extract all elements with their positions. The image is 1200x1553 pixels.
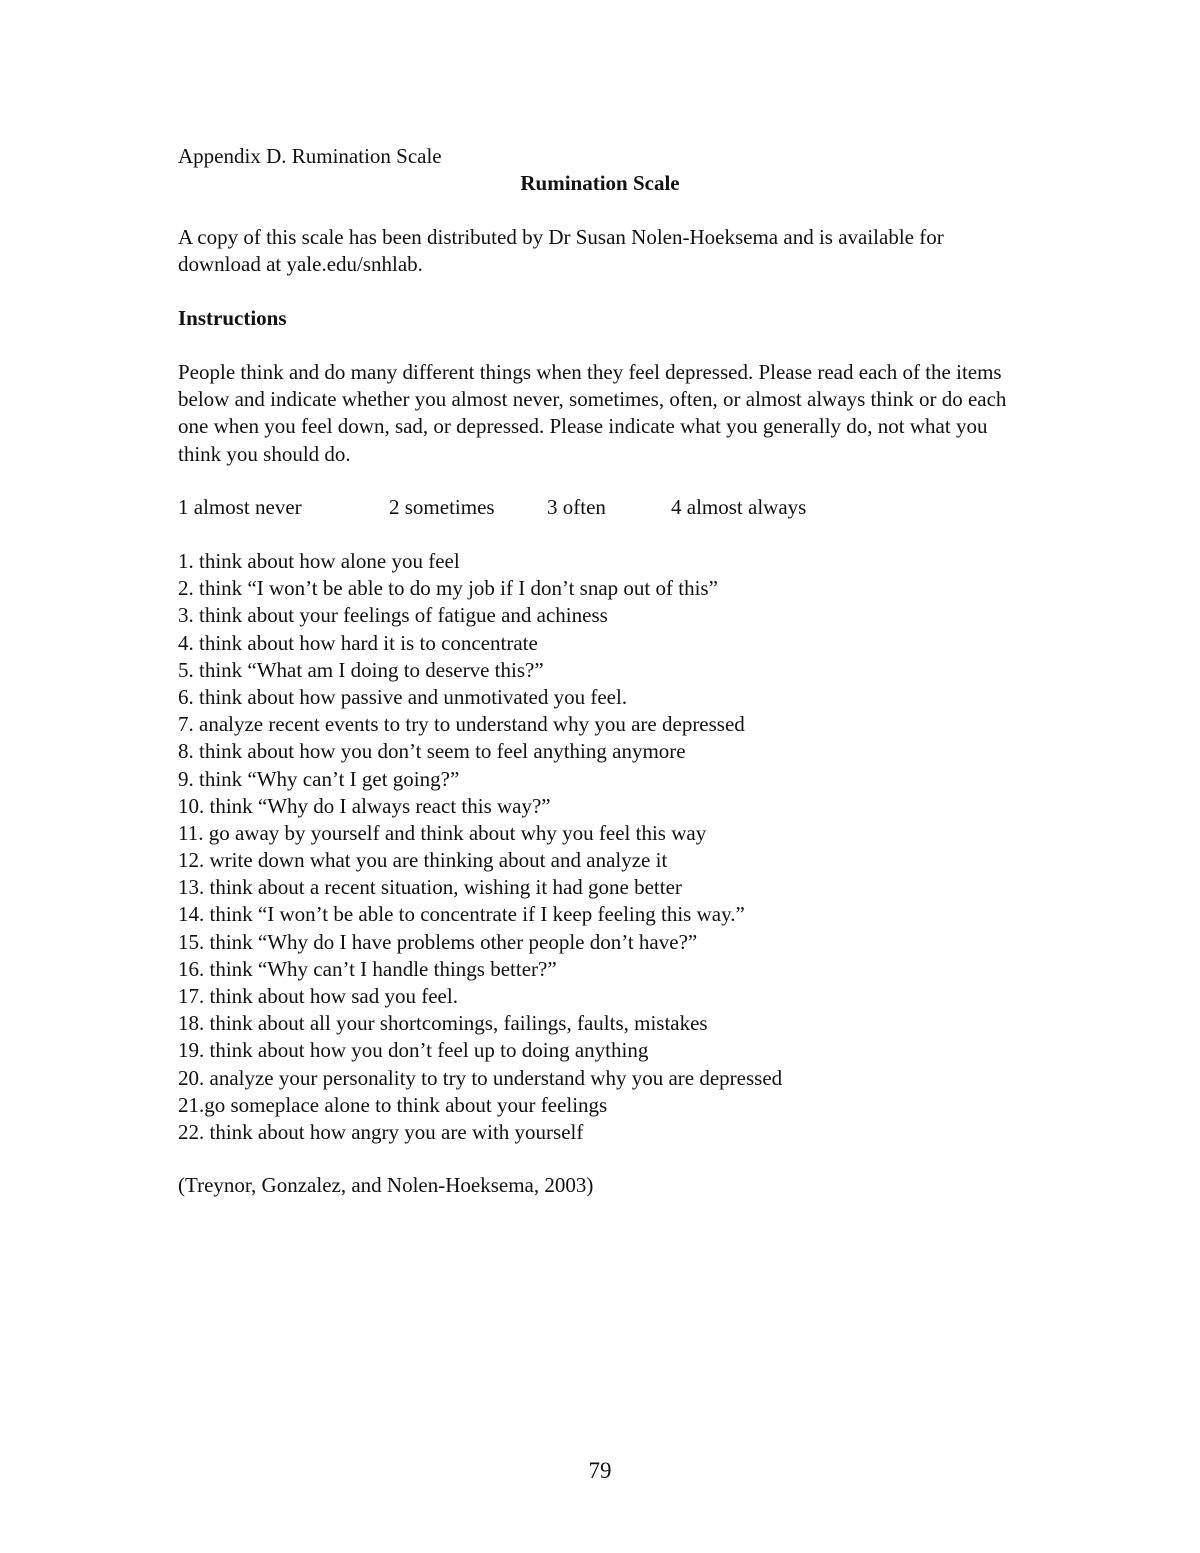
scale-item: 3. think about your feelings of fatigue and achiness: [178, 603, 608, 628]
page-title: Rumination Scale: [520, 171, 680, 195]
scale-option-often: 3 often: [547, 495, 606, 519]
scale-item: 11. go away by yourself and think about why you feel this way: [178, 820, 707, 845]
instructions-heading: Instructions: [178, 306, 287, 330]
scale-option-almost-never: 1 almost never: [178, 495, 302, 519]
intro-paragraph: A copy of this scale has been distributed by Dr Susan Nolen-Hoeksema and is available for download at yale.edu/snhlab.: [178, 225, 949, 277]
appendix-label: Appendix D. Rumination Scale: [178, 144, 442, 168]
scale-item: 20. analyze your personality to try to understand why you are depressed: [178, 1065, 783, 1090]
scale-item: 5. think “What am I doing to deserve this?”: [178, 657, 544, 682]
scale-item: 1. think about how alone you feel: [178, 549, 460, 573]
instructions-paragraph: People think and do many different things when they feel depressed. Please read each of the items below and indicate whether you almost never, sometimes, often, or almost always think or do each one when you feel down, sad, or depressed. Please indicate what you generally do, not what you think you should do.: [178, 360, 1012, 466]
scale-item: 2. think “I won’t be able to do my job if I don’t snap out of this”: [178, 576, 718, 601]
scale-item: 7. analyze recent events to try to understand why you are depressed: [178, 712, 745, 737]
scale-item: 16. think “Why can’t I handle things better?”: [178, 956, 557, 981]
scale-option-sometimes: 2 sometimes: [389, 495, 495, 519]
scale-items-list: [178, 548, 1038, 1146]
scale-item: 13. think about a recent situation, wishing it had gone better: [178, 875, 682, 900]
page-number: 79: [588, 1458, 612, 1483]
scale-item: 4. think about how hard it is to concentrate: [178, 630, 538, 655]
scale-item: 19. think about how you don’t feel up to doing anything: [178, 1038, 649, 1063]
citation: (Treynor, Gonzalez, and Nolen-Hoeksema, 2003): [178, 1173, 594, 1197]
scale-item: 17. think about how sad you feel.: [178, 984, 458, 1008]
scale-item: 6. think about how passive and unmotivated you feel.: [178, 684, 628, 709]
scale-item: 8. think about how you don’t seem to feel anything anymore: [178, 739, 686, 764]
scale-item: 10. think “Why do I always react this way?”: [178, 793, 551, 818]
scale-item: 15. think “Why do I have problems other people don’t have?”: [178, 929, 698, 954]
scale-item: 21.go someplace alone to think about your feelings: [178, 1092, 608, 1117]
scale-item: 14. think “I won’t be able to concentrate if I keep feeling this way.”: [178, 902, 745, 927]
scale-item: 18. think about all your shortcomings, failings, faults, mistakes: [178, 1011, 708, 1036]
scale-item: 9. think “Why can’t I get going?”: [178, 766, 460, 791]
scale-item: 22. think about how angry you are with yourself: [178, 1119, 584, 1144]
response-scale: [178, 494, 878, 522]
scale-option-almost-always: 4 almost always: [671, 495, 807, 519]
scale-item: 12. write down what you are thinking about and analyze it: [178, 848, 668, 873]
